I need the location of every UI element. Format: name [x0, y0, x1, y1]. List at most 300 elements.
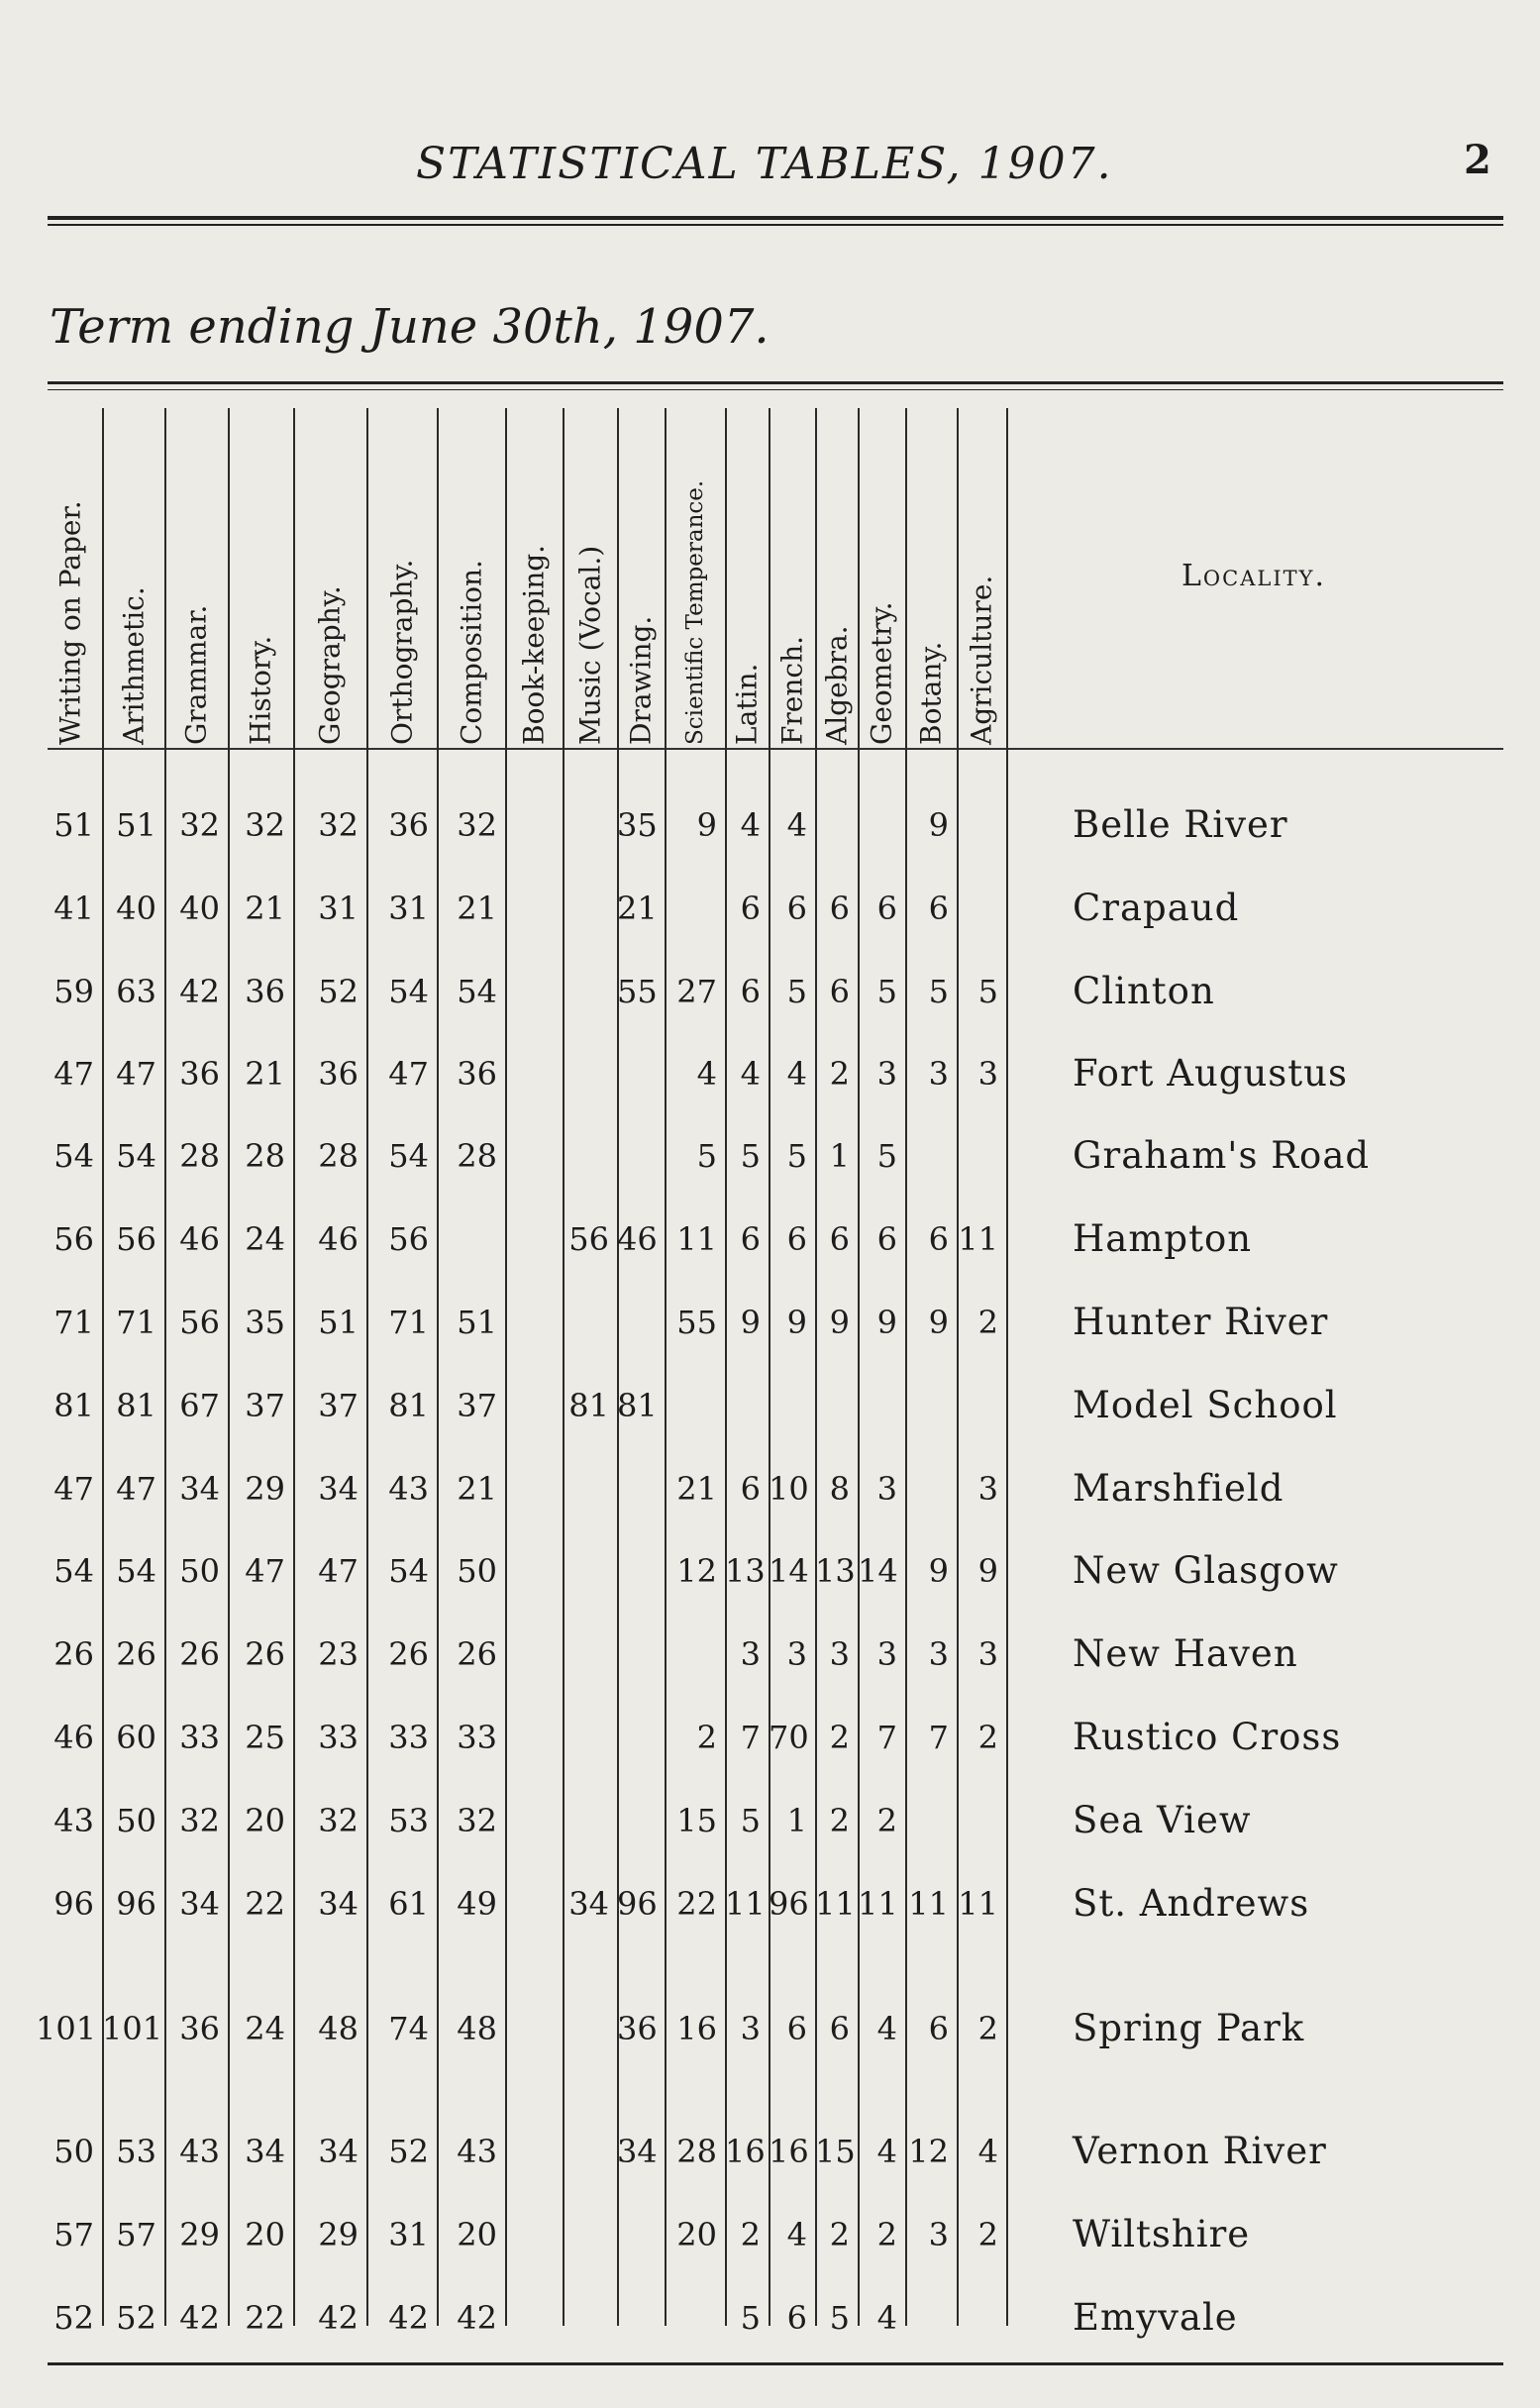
cell-history: 22	[245, 1885, 285, 1923]
column-header-label: Algebra.	[820, 625, 853, 745]
cell-drawing	[617, 1796, 665, 1845]
cell-latin: 11	[725, 1885, 766, 1923]
cell-grammar: 46	[179, 1220, 220, 1258]
table-row	[48, 1546, 1503, 1596]
cell-composition: 32	[457, 1802, 497, 1839]
cell-drawing	[617, 1546, 665, 1596]
cell-scientific-temperance: 27	[676, 973, 717, 1010]
column-header-scientific-temperance	[665, 408, 725, 745]
cell-music-vocal	[563, 800, 617, 850]
cell-scientific-temperance: 22	[676, 1885, 717, 1923]
locality-name: Rustico Cross	[1073, 1716, 1342, 1758]
cell-orthography: 74	[388, 2010, 429, 2047]
cell-arithmetic: 51	[116, 806, 156, 844]
column-header-book-keeping	[505, 408, 563, 745]
cell-history: 37	[245, 1387, 285, 1424]
column-header-composition	[437, 408, 505, 745]
cell-orthography: 31	[388, 890, 429, 927]
cell-latin: 6	[740, 973, 761, 1010]
locality-name: New Glasgow	[1073, 1549, 1339, 1592]
cell-music-vocal: 34	[568, 1885, 609, 1923]
cell-algebra: 2	[829, 1055, 850, 1093]
cell-history: 21	[245, 890, 285, 927]
cell-history: 29	[245, 1470, 285, 1508]
cell-orthography: 54	[388, 973, 429, 1010]
cell-arithmetic: 63	[116, 973, 156, 1010]
cell-composition: 32	[457, 806, 497, 844]
column-header-music-vocal	[563, 408, 617, 745]
cell-arithmetic: 40	[116, 890, 156, 927]
cell-orthography: 53	[388, 1802, 429, 1839]
cell-orthography: 54	[388, 1137, 429, 1175]
cell-scientific-temperance: 9	[696, 806, 717, 844]
cell-music-vocal	[563, 1131, 617, 1181]
cell-writing-on-paper: 47	[53, 1470, 94, 1508]
cell-geometry: 2	[876, 2216, 897, 2253]
cell-orthography: 54	[388, 1552, 429, 1590]
cell-music-vocal	[563, 2210, 617, 2259]
table-row	[48, 1381, 1503, 1430]
table-row	[48, 1298, 1503, 1347]
cell-orthography: 26	[388, 1635, 429, 1673]
cell-orthography: 71	[388, 1304, 429, 1341]
cell-history: 35	[245, 1304, 285, 1341]
cell-drawing	[617, 1049, 665, 1099]
cell-grammar: 50	[179, 1552, 220, 1590]
cell-geography: 34	[318, 1470, 359, 1508]
cell-geometry	[858, 1381, 905, 1430]
cell-writing-on-paper: 54	[53, 1552, 94, 1590]
cell-arithmetic: 52	[116, 2299, 156, 2337]
cell-geometry: 4	[876, 2133, 897, 2170]
cell-composition: 33	[457, 1719, 497, 1756]
cell-latin: 5	[740, 1137, 761, 1175]
cell-scientific-temperance: 55	[676, 1304, 717, 1341]
cell-geography: 42	[318, 2299, 359, 2337]
cell-music-vocal	[563, 1464, 617, 1514]
cell-agriculture: 2	[977, 2010, 998, 2047]
cell-composition: 54	[457, 973, 497, 1010]
cell-drawing: 36	[617, 2010, 658, 2047]
cell-geometry: 3	[876, 1055, 897, 1093]
cell-french: 5	[786, 1137, 807, 1175]
cell-french: 5	[786, 973, 807, 1010]
cell-grammar: 42	[179, 2299, 220, 2337]
column-header-latin	[725, 408, 769, 745]
cell-arithmetic: 81	[116, 1387, 156, 1424]
cell-book-keeping	[505, 1879, 563, 1929]
cell-french: 1	[786, 1802, 807, 1839]
cell-composition	[437, 1214, 505, 1264]
cell-orthography: 33	[388, 1719, 429, 1756]
cell-grammar: 26	[179, 1635, 220, 1673]
table-row	[48, 1214, 1503, 1264]
column-header-label: Grammar.	[179, 604, 213, 745]
cell-algebra: 6	[829, 1220, 850, 1258]
cell-latin: 6	[740, 890, 761, 927]
cell-algebra: 8	[829, 1470, 850, 1508]
cell-writing-on-paper: 51	[53, 806, 94, 844]
cell-french: 14	[769, 1552, 809, 1590]
cell-geometry: 6	[876, 890, 897, 927]
cell-geography: 31	[318, 890, 359, 927]
cell-geography: 32	[318, 806, 359, 844]
cell-french: 4	[786, 2216, 807, 2253]
cell-history: 20	[245, 2216, 285, 2253]
column-header-geometry	[858, 408, 905, 745]
cell-botany: 6	[928, 2010, 949, 2047]
cell-botany: 9	[928, 1552, 949, 1590]
cell-geometry: 2	[876, 1802, 897, 1839]
cell-writing-on-paper: 96	[53, 1885, 94, 1923]
cell-botany: 5	[928, 973, 949, 1010]
cell-arithmetic: 50	[116, 1802, 156, 1839]
cell-writing-on-paper: 50	[53, 2133, 94, 2170]
cell-botany: 6	[928, 890, 949, 927]
cell-geometry: 14	[858, 1552, 898, 1590]
cell-composition: 42	[457, 2299, 497, 2337]
cell-drawing	[617, 1131, 665, 1181]
locality-header: Locality.	[1181, 559, 1327, 593]
table-row	[48, 1796, 1503, 1845]
column-header-label: Writing on Paper.	[53, 500, 86, 745]
locality-name: Crapaud	[1073, 887, 1240, 929]
cell-book-keeping	[505, 1381, 563, 1430]
cell-latin: 4	[740, 806, 761, 844]
cell-arithmetic: 26	[116, 1635, 156, 1673]
cell-agriculture: 2	[977, 1304, 998, 1341]
cell-french	[769, 1381, 815, 1430]
cell-composition: 26	[457, 1635, 497, 1673]
cell-latin: 3	[740, 2010, 761, 2047]
cell-geography: 33	[318, 1719, 359, 1756]
cell-scientific-temperance: 5	[696, 1137, 717, 1175]
cell-french: 6	[786, 2299, 807, 2337]
cell-french: 9	[786, 1304, 807, 1341]
bottom-rule	[48, 2362, 1503, 2365]
cell-history: 20	[245, 1802, 285, 1839]
cell-grammar: 32	[179, 1802, 220, 1839]
cell-botany: 3	[928, 1055, 949, 1093]
cell-geography: 28	[318, 1137, 359, 1175]
cell-drawing	[617, 1713, 665, 1762]
cell-history: 26	[245, 1635, 285, 1673]
cell-grammar: 34	[179, 1470, 220, 1508]
cell-music-vocal	[563, 2127, 617, 2176]
locality-name: Marshfield	[1073, 1467, 1284, 1510]
cell-french: 6	[786, 1220, 807, 1258]
cell-grammar: 28	[179, 1137, 220, 1175]
cell-agriculture: 3	[977, 1635, 998, 1673]
cell-scientific-temperance: 11	[676, 1220, 717, 1258]
cell-book-keeping	[505, 1796, 563, 1845]
cell-writing-on-paper: 71	[53, 1304, 94, 1341]
cell-drawing: 35	[617, 806, 658, 844]
cell-history: 28	[245, 1137, 285, 1175]
cell-arithmetic: 54	[116, 1552, 156, 1590]
cell-book-keeping	[505, 1298, 563, 1347]
cell-drawing	[617, 2210, 665, 2259]
cell-algebra: 1	[829, 1137, 850, 1175]
cell-latin: 5	[740, 2299, 761, 2337]
locality-name: Wiltshire	[1073, 2213, 1251, 2255]
cell-history: 24	[245, 1220, 285, 1258]
cell-history: 21	[245, 1055, 285, 1093]
column-header-agriculture	[957, 408, 1006, 745]
cell-agriculture: 3	[977, 1470, 998, 1508]
cell-book-keeping	[505, 1214, 563, 1264]
table-row	[48, 1879, 1503, 1929]
statistics-table	[36, 394, 1503, 2356]
cell-algebra: 2	[829, 1802, 850, 1839]
cell-agriculture	[957, 1131, 1006, 1181]
cell-grammar: 40	[179, 890, 220, 927]
cell-grammar: 56	[179, 1304, 220, 1341]
cell-agriculture	[957, 800, 1006, 850]
cell-drawing	[617, 1464, 665, 1514]
cell-agriculture: 2	[977, 1719, 998, 1756]
table-row	[48, 2210, 1503, 2259]
cell-composition: 43	[457, 2133, 497, 2170]
cell-composition: 51	[457, 1304, 497, 1341]
cell-arithmetic: 54	[116, 1137, 156, 1175]
cell-geography: 46	[318, 1220, 359, 1258]
cell-algebra: 15	[815, 2133, 856, 2170]
cell-grammar: 36	[179, 1055, 220, 1093]
cell-drawing	[617, 1629, 665, 1679]
cell-algebra	[815, 1381, 858, 1430]
column-header-label: Composition.	[455, 560, 487, 745]
top-rule-thin	[48, 224, 1503, 226]
cell-book-keeping	[505, 2210, 563, 2259]
cell-agriculture: 11	[958, 1220, 998, 1258]
cell-algebra: 5	[829, 2299, 850, 2337]
cell-agriculture: 5	[977, 973, 998, 1010]
cell-botany	[905, 1464, 957, 1514]
locality-name: Clinton	[1073, 970, 1215, 1012]
cell-book-keeping	[505, 967, 563, 1016]
cell-latin: 16	[725, 2133, 766, 2170]
table-row	[48, 884, 1503, 933]
cell-arithmetic: 53	[116, 2133, 156, 2170]
cell-scientific-temperance: 16	[676, 2010, 717, 2047]
column-header-label: History.	[244, 635, 277, 745]
locality-name: New Haven	[1073, 1632, 1298, 1675]
cell-botany: 11	[908, 1885, 949, 1923]
cell-writing-on-paper: 26	[53, 1635, 94, 1673]
cell-botany: 3	[928, 1635, 949, 1673]
cell-orthography: 42	[388, 2299, 429, 2337]
cell-history: 25	[245, 1719, 285, 1756]
cell-drawing	[617, 1298, 665, 1347]
cell-writing-on-paper: 41	[53, 890, 94, 927]
cell-algebra: 11	[815, 1885, 856, 1923]
cell-drawing	[617, 2293, 665, 2343]
cell-composition: 48	[457, 2010, 497, 2047]
locality-name: Belle River	[1073, 803, 1288, 846]
header-separator	[48, 748, 1503, 750]
cell-music-vocal	[563, 884, 617, 933]
cell-botany: 12	[908, 2133, 949, 2170]
table-row	[48, 800, 1503, 850]
cell-latin: 3	[740, 1635, 761, 1673]
cell-french: 96	[769, 1885, 809, 1923]
cell-algebra: 6	[829, 2010, 850, 2047]
cell-latin: 6	[740, 1470, 761, 1508]
cell-scientific-temperance: 2	[696, 1719, 717, 1756]
cell-history: 24	[245, 2010, 285, 2047]
cell-grammar: 43	[179, 2133, 220, 2170]
cell-scientific-temperance	[665, 1381, 725, 1430]
cell-music-vocal	[563, 2293, 617, 2343]
cell-writing-on-paper: 46	[53, 1719, 94, 1756]
cell-agriculture: 2	[977, 2216, 998, 2253]
cell-algebra: 13	[815, 1552, 856, 1590]
locality-name: Hunter River	[1073, 1301, 1329, 1343]
cell-scientific-temperance: 21	[676, 1470, 717, 1508]
cell-french: 4	[786, 1055, 807, 1093]
column-header-orthography	[366, 408, 437, 745]
cell-orthography: 81	[388, 1387, 429, 1424]
cell-music-vocal	[563, 1713, 617, 1762]
cell-drawing: 34	[617, 2133, 658, 2170]
cell-arithmetic: 71	[116, 1304, 156, 1341]
cell-music-vocal: 81	[568, 1387, 609, 1424]
cell-geometry: 3	[876, 1470, 897, 1508]
cell-book-keeping	[505, 1546, 563, 1596]
cell-book-keeping	[505, 1629, 563, 1679]
cell-grammar: 67	[179, 1387, 220, 1424]
cell-arithmetic: 47	[116, 1055, 156, 1093]
table-row	[48, 1049, 1503, 1099]
cell-agriculture: 4	[977, 2133, 998, 2170]
cell-geography: 23	[318, 1635, 359, 1673]
column-header-label: Music (Vocal.)	[573, 545, 606, 745]
cell-book-keeping	[505, 2004, 563, 2053]
cell-geometry: 6	[876, 1220, 897, 1258]
cell-composition: 28	[457, 1137, 497, 1175]
cell-geometry	[858, 800, 905, 850]
cell-scientific-temperance: 12	[676, 1552, 717, 1590]
cell-algebra: 2	[829, 1719, 850, 1756]
locality-name: Spring Park	[1073, 2007, 1305, 2049]
cell-french: 70	[769, 1719, 809, 1756]
locality-name: Vernon River	[1073, 2130, 1327, 2172]
cell-scientific-temperance	[665, 1629, 725, 1679]
cell-geometry: 11	[858, 1885, 898, 1923]
term-rule-thick	[48, 381, 1503, 384]
cell-arithmetic: 60	[116, 1719, 156, 1756]
cell-composition: 49	[457, 1885, 497, 1923]
table-row	[48, 967, 1503, 1016]
cell-writing-on-paper: 59	[53, 973, 94, 1010]
term-rule-thin	[48, 389, 1503, 390]
cell-latin: 6	[740, 1220, 761, 1258]
column-header-grammar	[164, 408, 228, 745]
cell-music-vocal	[563, 2004, 617, 2053]
cell-geography: 36	[318, 1055, 359, 1093]
cell-geography: 47	[318, 1552, 359, 1590]
cell-french: 6	[786, 2010, 807, 2047]
cell-arithmetic: 56	[116, 1220, 156, 1258]
cell-botany	[905, 1796, 957, 1845]
cell-arithmetic: 57	[116, 2216, 156, 2253]
cell-book-keeping	[505, 2293, 563, 2343]
running-title: STATISTICAL TABLES, 1907.	[416, 139, 1113, 189]
cell-grammar: 42	[179, 973, 220, 1010]
cell-drawing: 81	[617, 1387, 658, 1424]
cell-music-vocal: 56	[568, 1220, 609, 1258]
cell-writing-on-paper: 52	[53, 2299, 94, 2337]
cell-french: 6	[786, 890, 807, 927]
cell-geography: 34	[318, 1885, 359, 1923]
cell-agriculture	[957, 1796, 1006, 1845]
cell-arithmetic: 101	[102, 2010, 163, 2047]
column-header-french	[769, 408, 815, 745]
cell-composition: 36	[457, 1055, 497, 1093]
column-header-algebra	[815, 408, 858, 745]
cell-scientific-temperance: 20	[676, 2216, 717, 2253]
column-header-label: Latin.	[730, 663, 764, 745]
cell-agriculture	[957, 1381, 1006, 1430]
cell-book-keeping	[505, 2127, 563, 2176]
table-row	[48, 1464, 1503, 1514]
cell-orthography: 52	[388, 2133, 429, 2170]
cell-music-vocal	[563, 1298, 617, 1347]
cell-geometry: 9	[876, 1304, 897, 1341]
column-header-drawing	[617, 408, 665, 745]
cell-orthography: 36	[388, 806, 429, 844]
cell-history: 22	[245, 2299, 285, 2337]
table-row	[48, 1713, 1503, 1762]
cell-scientific-temperance: 4	[696, 1055, 717, 1093]
cell-drawing: 46	[617, 1220, 658, 1258]
column-header-label: Agriculture.	[965, 575, 998, 745]
cell-orthography: 31	[388, 2216, 429, 2253]
cell-french: 16	[769, 2133, 809, 2170]
cell-geography: 37	[318, 1387, 359, 1424]
cell-french: 10	[769, 1470, 809, 1508]
cell-writing-on-paper: 101	[36, 2010, 97, 2047]
cell-grammar: 36	[179, 2010, 220, 2047]
cell-history: 36	[245, 973, 285, 1010]
cell-drawing: 96	[617, 1885, 658, 1923]
cell-scientific-temperance: 28	[676, 2133, 717, 2170]
cell-french: 4	[786, 806, 807, 844]
term-heading: Term ending June 30th, 1907.	[50, 299, 770, 355]
column-header-writing-on-paper	[38, 408, 102, 745]
cell-music-vocal	[563, 1049, 617, 1099]
cell-geometry: 5	[876, 973, 897, 1010]
cell-book-keeping	[505, 1713, 563, 1762]
cell-geometry: 4	[876, 2010, 897, 2047]
column-header-arithmetic	[102, 408, 164, 745]
cell-agriculture	[957, 2293, 1006, 2343]
cell-agriculture: 3	[977, 1055, 998, 1093]
table-row	[48, 2293, 1503, 2343]
cell-geography: 29	[318, 2216, 359, 2253]
column-header-label: Geography.	[313, 585, 347, 745]
locality-name: St. Andrews	[1073, 1882, 1310, 1925]
cell-geometry: 7	[876, 1719, 897, 1756]
locality-name: Fort Augustus	[1073, 1052, 1348, 1095]
cell-algebra: 9	[829, 1304, 850, 1341]
cell-grammar: 34	[179, 1885, 220, 1923]
column-header-geography	[293, 408, 366, 745]
cell-botany: 9	[928, 806, 949, 844]
table-row	[48, 1629, 1503, 1679]
cell-orthography: 43	[388, 1470, 429, 1508]
